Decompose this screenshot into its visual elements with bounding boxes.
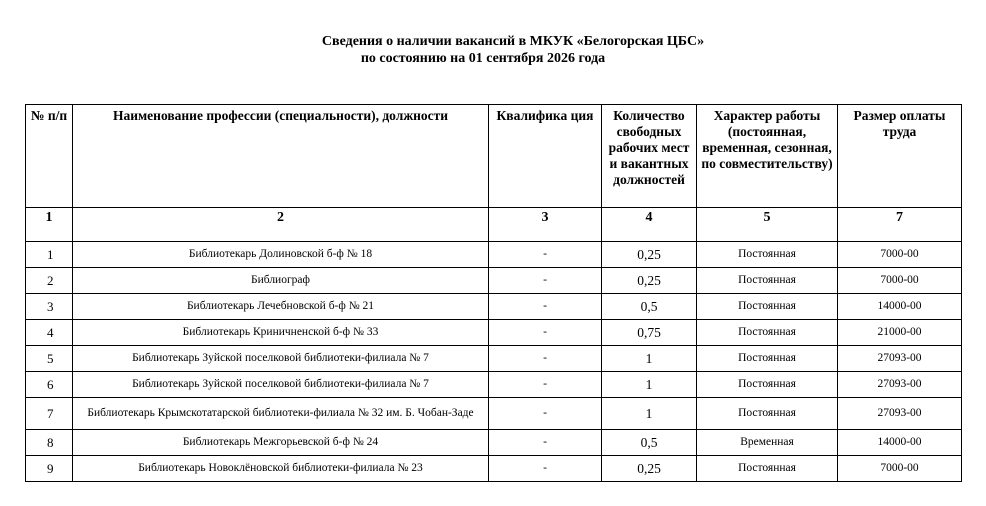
column-number: 4 <box>602 208 697 242</box>
profession-name: Библиотекарь Зуйской поселковой библиотеки-филиала № 7 <box>73 372 489 398</box>
vacancies-table <box>25 104 962 482</box>
profession-name: Библиотекарь Крымскотатарской библиотеки-филиала № 32 им. Б. Чобан-Заде <box>73 398 489 430</box>
qualification-cell: - <box>489 268 602 294</box>
table-row <box>26 372 962 398</box>
vacancy-count-cell: 1 <box>602 346 697 372</box>
vacancy-count-cell: 0,25 <box>602 456 697 482</box>
qualification-cell: - <box>489 346 602 372</box>
work-type-cell: Постоянная <box>697 456 838 482</box>
vacancy-count-cell: 0,75 <box>602 320 697 346</box>
column-number: 1 <box>26 208 73 242</box>
salary-cell: 7000-00 <box>838 456 962 482</box>
qualification-cell: - <box>489 430 602 456</box>
header-salary: Размер оплаты труда <box>838 105 962 208</box>
salary-cell: 21000-00 <box>838 320 962 346</box>
table-row <box>26 294 962 320</box>
salary-cell: 14000-00 <box>838 294 962 320</box>
table-row <box>26 456 962 482</box>
profession-name: Библиотекарь Криничненской б-ф № 33 <box>73 320 489 346</box>
header-qualification: Квалифика ция <box>489 105 602 208</box>
document-title: Сведения о наличии вакансий в МКУК «Белогорская ЦБС» <box>321 34 705 49</box>
work-type-cell: Постоянная <box>697 268 838 294</box>
work-type-cell: Постоянная <box>697 398 838 430</box>
row-number: 9 <box>26 456 73 482</box>
work-type-cell: Постоянная <box>697 294 838 320</box>
header-work-type: Характер работы (постоянная, временная, сезонная, по совместительству) <box>697 105 838 208</box>
profession-name: Библиотекарь Зуйской поселковой библиотеки-филиала № 7 <box>73 346 489 372</box>
qualification-cell: - <box>489 320 602 346</box>
header-profession: Наименование профессии (специальности), должности <box>73 105 489 208</box>
column-number: 5 <box>697 208 838 242</box>
row-number: 7 <box>26 398 73 430</box>
profession-name: Библиотекарь Лечебновской б-ф № 21 <box>73 294 489 320</box>
table-row <box>26 242 962 268</box>
vacancy-count-cell: 0,25 <box>602 242 697 268</box>
vacancy-count-cell: 0,5 <box>602 294 697 320</box>
column-number: 7 <box>838 208 962 242</box>
profession-name: Библиотекарь Долиновской б-ф № 18 <box>73 242 489 268</box>
vacancy-count-cell: 1 <box>602 398 697 430</box>
row-number: 1 <box>26 242 73 268</box>
table-row <box>26 398 962 430</box>
table-row <box>26 268 962 294</box>
row-number: 3 <box>26 294 73 320</box>
table-header-row <box>26 105 962 208</box>
row-number: 6 <box>26 372 73 398</box>
work-type-cell: Временная <box>697 430 838 456</box>
work-type-cell: Постоянная <box>697 320 838 346</box>
work-type-cell: Постоянная <box>697 242 838 268</box>
qualification-cell: - <box>489 372 602 398</box>
vacancy-count-cell: 0,25 <box>602 268 697 294</box>
column-number: 3 <box>489 208 602 242</box>
profession-name: Библиотекарь Новоклёновской библиотеки-филиала № 23 <box>73 456 489 482</box>
table-row <box>26 430 962 456</box>
column-number: 2 <box>73 208 489 242</box>
qualification-cell: - <box>489 294 602 320</box>
profession-name: Библиограф <box>73 268 489 294</box>
header-vacancy-count: Количество свободных рабочих мест и вакантных должностей <box>602 105 697 208</box>
header-number: № п/п <box>26 105 73 208</box>
work-type-cell: Постоянная <box>697 372 838 398</box>
row-number: 2 <box>26 268 73 294</box>
work-type-cell: Постоянная <box>697 346 838 372</box>
salary-cell: 7000-00 <box>838 242 962 268</box>
salary-cell: 27093-00 <box>838 398 962 430</box>
row-number: 8 <box>26 430 73 456</box>
table-row <box>26 320 962 346</box>
qualification-cell: - <box>489 456 602 482</box>
salary-cell: 27093-00 <box>838 346 962 372</box>
salary-cell: 7000-00 <box>838 268 962 294</box>
qualification-cell: - <box>489 242 602 268</box>
row-number: 5 <box>26 346 73 372</box>
column-number-row <box>26 208 962 242</box>
table-row <box>26 346 962 372</box>
profession-name: Библиотекарь Межгорьевской б-ф № 24 <box>73 430 489 456</box>
salary-cell: 27093-00 <box>838 372 962 398</box>
salary-cell: 14000-00 <box>838 430 962 456</box>
vacancy-count-cell: 1 <box>602 372 697 398</box>
row-number: 4 <box>26 320 73 346</box>
vacancy-count-cell: 0,5 <box>602 430 697 456</box>
document-subtitle: по состоянию на 01 сентября 2026 года <box>360 51 606 66</box>
qualification-cell: - <box>489 398 602 430</box>
